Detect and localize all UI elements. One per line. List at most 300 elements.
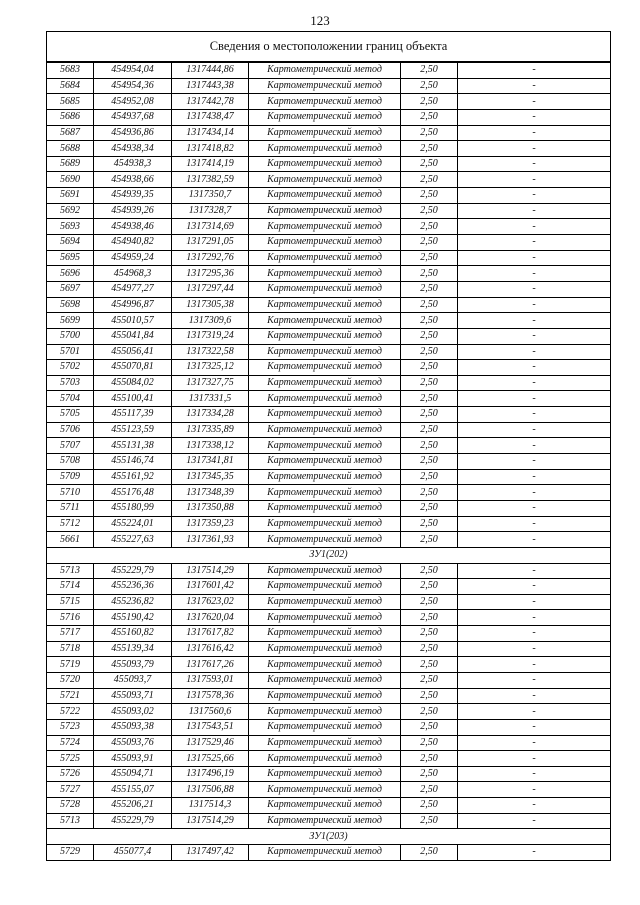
accuracy-cell: 2,50 bbox=[401, 422, 458, 438]
y-coordinate-cell: 1317543,51 bbox=[172, 719, 249, 735]
accuracy-cell: 2,50 bbox=[401, 594, 458, 610]
table-row bbox=[47, 109, 611, 125]
extra-cell: - bbox=[458, 266, 611, 282]
y-coordinate-cell: 1317593,01 bbox=[172, 672, 249, 688]
section-label: ЗУ1(203) bbox=[47, 829, 611, 845]
accuracy-cell: 2,50 bbox=[401, 751, 458, 767]
x-coordinate-cell: 455227,63 bbox=[94, 532, 172, 548]
method-cell: Картометрический метод bbox=[249, 360, 401, 376]
table-row bbox=[47, 313, 611, 329]
table-row bbox=[47, 500, 611, 516]
point-number-cell: 5661 bbox=[47, 532, 94, 548]
x-coordinate-cell: 455093,02 bbox=[94, 704, 172, 720]
point-number-cell: 5724 bbox=[47, 735, 94, 751]
accuracy-cell: 2,50 bbox=[401, 266, 458, 282]
extra-cell: - bbox=[458, 407, 611, 423]
method-cell: Картометрический метод bbox=[249, 297, 401, 313]
extra-cell: - bbox=[458, 141, 611, 157]
table-row bbox=[47, 78, 611, 94]
x-coordinate-cell: 455160,82 bbox=[94, 626, 172, 642]
point-number-cell: 5713 bbox=[47, 813, 94, 829]
y-coordinate-cell: 1317350,88 bbox=[172, 500, 249, 516]
point-number-cell: 5706 bbox=[47, 422, 94, 438]
point-number-cell: 5693 bbox=[47, 219, 94, 235]
point-number-cell: 5723 bbox=[47, 719, 94, 735]
table-row bbox=[47, 594, 611, 610]
method-cell: Картометрический метод bbox=[249, 313, 401, 329]
y-coordinate-cell: 1317514,29 bbox=[172, 563, 249, 579]
point-number-cell: 5728 bbox=[47, 798, 94, 814]
y-coordinate-cell: 1317438,47 bbox=[172, 109, 249, 125]
table-row bbox=[47, 281, 611, 297]
method-cell: Картометрический метод bbox=[249, 672, 401, 688]
point-number-cell: 5704 bbox=[47, 391, 94, 407]
accuracy-cell: 2,50 bbox=[401, 328, 458, 344]
y-coordinate-cell: 1317442,78 bbox=[172, 94, 249, 110]
x-coordinate-cell: 455155,07 bbox=[94, 782, 172, 798]
x-coordinate-cell: 455176,48 bbox=[94, 485, 172, 501]
y-coordinate-cell: 1317334,28 bbox=[172, 407, 249, 423]
point-number-cell: 5687 bbox=[47, 125, 94, 141]
y-coordinate-cell: 1317341,81 bbox=[172, 454, 249, 470]
accuracy-cell: 2,50 bbox=[401, 672, 458, 688]
x-coordinate-cell: 455077,4 bbox=[94, 845, 172, 861]
table-row bbox=[47, 485, 611, 501]
y-coordinate-cell: 1317319,24 bbox=[172, 328, 249, 344]
section-row bbox=[47, 547, 611, 563]
x-coordinate-cell: 455131,38 bbox=[94, 438, 172, 454]
point-number-cell: 5690 bbox=[47, 172, 94, 188]
extra-cell: - bbox=[458, 281, 611, 297]
accuracy-cell: 2,50 bbox=[401, 203, 458, 219]
point-number-cell: 5684 bbox=[47, 78, 94, 94]
method-cell: Картометрический метод bbox=[249, 735, 401, 751]
table-row bbox=[47, 626, 611, 642]
method-cell: Картометрический метод bbox=[249, 62, 401, 78]
method-cell: Картометрический метод bbox=[249, 516, 401, 532]
extra-cell: - bbox=[458, 766, 611, 782]
y-coordinate-cell: 1317350,7 bbox=[172, 188, 249, 204]
method-cell: Картометрический метод bbox=[249, 328, 401, 344]
point-number-cell: 5683 bbox=[47, 62, 94, 78]
table-row bbox=[47, 391, 611, 407]
point-number-cell: 5695 bbox=[47, 250, 94, 266]
boundary-points-table bbox=[46, 31, 611, 861]
accuracy-cell: 2,50 bbox=[401, 188, 458, 204]
point-number-cell: 5692 bbox=[47, 203, 94, 219]
x-coordinate-cell: 455224,01 bbox=[94, 516, 172, 532]
extra-cell: - bbox=[458, 626, 611, 642]
method-cell: Картометрический метод bbox=[249, 391, 401, 407]
x-coordinate-cell: 454938,34 bbox=[94, 141, 172, 157]
extra-cell: - bbox=[458, 62, 611, 78]
extra-cell: - bbox=[458, 735, 611, 751]
table-row bbox=[47, 250, 611, 266]
point-number-cell: 5716 bbox=[47, 610, 94, 626]
point-number-cell: 5688 bbox=[47, 141, 94, 157]
x-coordinate-cell: 455100,41 bbox=[94, 391, 172, 407]
extra-cell: - bbox=[458, 219, 611, 235]
point-number-cell: 5685 bbox=[47, 94, 94, 110]
x-coordinate-cell: 455236,36 bbox=[94, 579, 172, 595]
extra-cell: - bbox=[458, 798, 611, 814]
table-row bbox=[47, 266, 611, 282]
method-cell: Картометрический метод bbox=[249, 375, 401, 391]
y-coordinate-cell: 1317335,89 bbox=[172, 422, 249, 438]
table-row bbox=[47, 454, 611, 470]
method-cell: Картометрический метод bbox=[249, 641, 401, 657]
method-cell: Картометрический метод bbox=[249, 156, 401, 172]
x-coordinate-cell: 455139,34 bbox=[94, 641, 172, 657]
extra-cell: - bbox=[458, 454, 611, 470]
extra-cell: - bbox=[458, 657, 611, 673]
method-cell: Картометрический метод bbox=[249, 594, 401, 610]
accuracy-cell: 2,50 bbox=[401, 281, 458, 297]
point-number-cell: 5714 bbox=[47, 579, 94, 595]
x-coordinate-cell: 455117,39 bbox=[94, 407, 172, 423]
accuracy-cell: 2,50 bbox=[401, 704, 458, 720]
table-row bbox=[47, 422, 611, 438]
y-coordinate-cell: 1317623,02 bbox=[172, 594, 249, 610]
method-cell: Картометрический метод bbox=[249, 235, 401, 251]
y-coordinate-cell: 1317434,14 bbox=[172, 125, 249, 141]
table-row bbox=[47, 328, 611, 344]
y-coordinate-cell: 1317305,38 bbox=[172, 297, 249, 313]
method-cell: Картометрический метод bbox=[249, 281, 401, 297]
y-coordinate-cell: 1317418,82 bbox=[172, 141, 249, 157]
table-row bbox=[47, 469, 611, 485]
extra-cell: - bbox=[458, 719, 611, 735]
method-cell: Картометрический метод bbox=[249, 719, 401, 735]
point-number-cell: 5697 bbox=[47, 281, 94, 297]
extra-cell: - bbox=[458, 845, 611, 861]
extra-cell: - bbox=[458, 500, 611, 516]
point-number-cell: 5691 bbox=[47, 188, 94, 204]
table-row bbox=[47, 203, 611, 219]
method-cell: Картометрический метод bbox=[249, 94, 401, 110]
accuracy-cell: 2,50 bbox=[401, 250, 458, 266]
method-cell: Картометрический метод bbox=[249, 219, 401, 235]
method-cell: Картометрический метод bbox=[249, 657, 401, 673]
extra-cell: - bbox=[458, 422, 611, 438]
method-cell: Картометрический метод bbox=[249, 688, 401, 704]
x-coordinate-cell: 454939,35 bbox=[94, 188, 172, 204]
x-coordinate-cell: 455093,38 bbox=[94, 719, 172, 735]
point-number-cell: 5729 bbox=[47, 845, 94, 861]
y-coordinate-cell: 1317414,19 bbox=[172, 156, 249, 172]
method-cell: Картометрический метод bbox=[249, 203, 401, 219]
table-row bbox=[47, 704, 611, 720]
table-row bbox=[47, 297, 611, 313]
method-cell: Картометрический метод bbox=[249, 532, 401, 548]
point-number-cell: 5715 bbox=[47, 594, 94, 610]
table-row bbox=[47, 766, 611, 782]
y-coordinate-cell: 1317338,12 bbox=[172, 438, 249, 454]
accuracy-cell: 2,50 bbox=[401, 391, 458, 407]
x-coordinate-cell: 454968,3 bbox=[94, 266, 172, 282]
table-row bbox=[47, 672, 611, 688]
extra-cell: - bbox=[458, 672, 611, 688]
point-number-cell: 5686 bbox=[47, 109, 94, 125]
y-coordinate-cell: 1317331,5 bbox=[172, 391, 249, 407]
method-cell: Картометрический метод bbox=[249, 845, 401, 861]
extra-cell: - bbox=[458, 469, 611, 485]
extra-cell: - bbox=[458, 751, 611, 767]
y-coordinate-cell: 1317617,26 bbox=[172, 657, 249, 673]
extra-cell: - bbox=[458, 344, 611, 360]
table-row bbox=[47, 782, 611, 798]
x-coordinate-cell: 454996,87 bbox=[94, 297, 172, 313]
x-coordinate-cell: 455041,84 bbox=[94, 328, 172, 344]
point-number-cell: 5725 bbox=[47, 751, 94, 767]
table-row bbox=[47, 235, 611, 251]
table-row bbox=[47, 641, 611, 657]
page-number: 123 bbox=[310, 13, 330, 28]
x-coordinate-cell: 455146,74 bbox=[94, 454, 172, 470]
extra-cell: - bbox=[458, 109, 611, 125]
point-number-cell: 5721 bbox=[47, 688, 94, 704]
method-cell: Картометрический метод bbox=[249, 188, 401, 204]
extra-cell: - bbox=[458, 313, 611, 329]
accuracy-cell: 2,50 bbox=[401, 657, 458, 673]
y-coordinate-cell: 1317496,19 bbox=[172, 766, 249, 782]
y-coordinate-cell: 1317327,75 bbox=[172, 375, 249, 391]
method-cell: Картометрический метод bbox=[249, 579, 401, 595]
point-number-cell: 5698 bbox=[47, 297, 94, 313]
method-cell: Картометрический метод bbox=[249, 422, 401, 438]
accuracy-cell: 2,50 bbox=[401, 688, 458, 704]
y-coordinate-cell: 1317309,6 bbox=[172, 313, 249, 329]
table-row bbox=[47, 798, 611, 814]
method-cell: Картометрический метод bbox=[249, 704, 401, 720]
extra-cell: - bbox=[458, 688, 611, 704]
accuracy-cell: 2,50 bbox=[401, 78, 458, 94]
x-coordinate-cell: 454938,66 bbox=[94, 172, 172, 188]
point-number-cell: 5720 bbox=[47, 672, 94, 688]
extra-cell: - bbox=[458, 203, 611, 219]
extra-cell: - bbox=[458, 532, 611, 548]
accuracy-cell: 2,50 bbox=[401, 719, 458, 735]
point-number-cell: 5713 bbox=[47, 563, 94, 579]
y-coordinate-cell: 1317525,66 bbox=[172, 751, 249, 767]
point-number-cell: 5705 bbox=[47, 407, 94, 423]
point-number-cell: 5710 bbox=[47, 485, 94, 501]
extra-cell: - bbox=[458, 172, 611, 188]
table-row bbox=[47, 172, 611, 188]
x-coordinate-cell: 454952,08 bbox=[94, 94, 172, 110]
method-cell: Картометрический метод bbox=[249, 766, 401, 782]
point-number-cell: 5699 bbox=[47, 313, 94, 329]
point-number-cell: 5689 bbox=[47, 156, 94, 172]
method-cell: Картометрический метод bbox=[249, 454, 401, 470]
table-row bbox=[47, 62, 611, 78]
x-coordinate-cell: 455123,59 bbox=[94, 422, 172, 438]
accuracy-cell: 2,50 bbox=[401, 626, 458, 642]
method-cell: Картометрический метод bbox=[249, 438, 401, 454]
accuracy-cell: 2,50 bbox=[401, 94, 458, 110]
y-coordinate-cell: 1317291,05 bbox=[172, 235, 249, 251]
method-cell: Картометрический метод bbox=[249, 751, 401, 767]
x-coordinate-cell: 454977,27 bbox=[94, 281, 172, 297]
y-coordinate-cell: 1317514,3 bbox=[172, 798, 249, 814]
point-number-cell: 5712 bbox=[47, 516, 94, 532]
y-coordinate-cell: 1317617,82 bbox=[172, 626, 249, 642]
method-cell: Картометрический метод bbox=[249, 407, 401, 423]
accuracy-cell: 2,50 bbox=[401, 735, 458, 751]
point-number-cell: 5707 bbox=[47, 438, 94, 454]
table-row bbox=[47, 438, 611, 454]
x-coordinate-cell: 454940,82 bbox=[94, 235, 172, 251]
y-coordinate-cell: 1317292,76 bbox=[172, 250, 249, 266]
table-row bbox=[47, 610, 611, 626]
y-coordinate-cell: 1317361,93 bbox=[172, 532, 249, 548]
point-number-cell: 5709 bbox=[47, 469, 94, 485]
accuracy-cell: 2,50 bbox=[401, 579, 458, 595]
extra-cell: - bbox=[458, 563, 611, 579]
method-cell: Картометрический метод bbox=[249, 266, 401, 282]
y-coordinate-cell: 1317529,46 bbox=[172, 735, 249, 751]
point-number-cell: 5718 bbox=[47, 641, 94, 657]
extra-cell: - bbox=[458, 375, 611, 391]
y-coordinate-cell: 1317601,42 bbox=[172, 579, 249, 595]
table-row bbox=[47, 735, 611, 751]
x-coordinate-cell: 455229,79 bbox=[94, 563, 172, 579]
y-coordinate-cell: 1317314,69 bbox=[172, 219, 249, 235]
accuracy-cell: 2,50 bbox=[401, 516, 458, 532]
table-row bbox=[47, 156, 611, 172]
method-cell: Картометрический метод bbox=[249, 250, 401, 266]
x-coordinate-cell: 455236,82 bbox=[94, 594, 172, 610]
accuracy-cell: 2,50 bbox=[401, 782, 458, 798]
table-row bbox=[47, 688, 611, 704]
method-cell: Картометрический метод bbox=[249, 141, 401, 157]
method-cell: Картометрический метод bbox=[249, 125, 401, 141]
accuracy-cell: 2,50 bbox=[401, 469, 458, 485]
accuracy-cell: 2,50 bbox=[401, 407, 458, 423]
table-row bbox=[47, 751, 611, 767]
point-number-cell: 5711 bbox=[47, 500, 94, 516]
x-coordinate-cell: 455093,7 bbox=[94, 672, 172, 688]
extra-cell: - bbox=[458, 235, 611, 251]
accuracy-cell: 2,50 bbox=[401, 235, 458, 251]
point-number-cell: 5700 bbox=[47, 328, 94, 344]
x-coordinate-cell: 454938,3 bbox=[94, 156, 172, 172]
method-cell: Картометрический метод bbox=[249, 344, 401, 360]
x-coordinate-cell: 455093,91 bbox=[94, 751, 172, 767]
y-coordinate-cell: 1317497,42 bbox=[172, 845, 249, 861]
y-coordinate-cell: 1317328,7 bbox=[172, 203, 249, 219]
x-coordinate-cell: 454954,36 bbox=[94, 78, 172, 94]
x-coordinate-cell: 455161,92 bbox=[94, 469, 172, 485]
section-label: ЗУ1(202) bbox=[47, 547, 611, 563]
y-coordinate-cell: 1317443,38 bbox=[172, 78, 249, 94]
point-number-cell: 5701 bbox=[47, 344, 94, 360]
table-row bbox=[47, 219, 611, 235]
y-coordinate-cell: 1317359,23 bbox=[172, 516, 249, 532]
method-cell: Картометрический метод bbox=[249, 813, 401, 829]
table-row bbox=[47, 563, 611, 579]
point-number-cell: 5719 bbox=[47, 657, 94, 673]
x-coordinate-cell: 455010,57 bbox=[94, 313, 172, 329]
section-row bbox=[47, 829, 611, 845]
accuracy-cell: 2,50 bbox=[401, 62, 458, 78]
y-coordinate-cell: 1317578,36 bbox=[172, 688, 249, 704]
y-coordinate-cell: 1317514,29 bbox=[172, 813, 249, 829]
point-number-cell: 5726 bbox=[47, 766, 94, 782]
y-coordinate-cell: 1317506,88 bbox=[172, 782, 249, 798]
method-cell: Картометрический метод bbox=[249, 78, 401, 94]
table-row bbox=[47, 344, 611, 360]
x-coordinate-cell: 455094,71 bbox=[94, 766, 172, 782]
method-cell: Картометрический метод bbox=[249, 563, 401, 579]
extra-cell: - bbox=[458, 579, 611, 595]
table-row bbox=[47, 813, 611, 829]
y-coordinate-cell: 1317348,39 bbox=[172, 485, 249, 501]
y-coordinate-cell: 1317322,58 bbox=[172, 344, 249, 360]
table-row bbox=[47, 188, 611, 204]
extra-cell: - bbox=[458, 704, 611, 720]
accuracy-cell: 2,50 bbox=[401, 172, 458, 188]
x-coordinate-cell: 454936,86 bbox=[94, 125, 172, 141]
accuracy-cell: 2,50 bbox=[401, 344, 458, 360]
y-coordinate-cell: 1317325,12 bbox=[172, 360, 249, 376]
extra-cell: - bbox=[458, 594, 611, 610]
accuracy-cell: 2,50 bbox=[401, 313, 458, 329]
x-coordinate-cell: 455093,71 bbox=[94, 688, 172, 704]
x-coordinate-cell: 455190,42 bbox=[94, 610, 172, 626]
y-coordinate-cell: 1317345,35 bbox=[172, 469, 249, 485]
x-coordinate-cell: 455093,79 bbox=[94, 657, 172, 673]
table-header: Сведения о местоположении границ объекта bbox=[47, 32, 611, 63]
table-row bbox=[47, 516, 611, 532]
accuracy-cell: 2,50 bbox=[401, 125, 458, 141]
table-row bbox=[47, 375, 611, 391]
extra-cell: - bbox=[458, 813, 611, 829]
extra-cell: - bbox=[458, 485, 611, 501]
accuracy-cell: 2,50 bbox=[401, 219, 458, 235]
accuracy-cell: 2,50 bbox=[401, 109, 458, 125]
extra-cell: - bbox=[458, 94, 611, 110]
point-number-cell: 5694 bbox=[47, 235, 94, 251]
y-coordinate-cell: 1317560,6 bbox=[172, 704, 249, 720]
point-number-cell: 5717 bbox=[47, 626, 94, 642]
table-row bbox=[47, 845, 611, 861]
table-row bbox=[47, 719, 611, 735]
y-coordinate-cell: 1317295,36 bbox=[172, 266, 249, 282]
table-row bbox=[47, 532, 611, 548]
x-coordinate-cell: 455056,41 bbox=[94, 344, 172, 360]
x-coordinate-cell: 454939,26 bbox=[94, 203, 172, 219]
extra-cell: - bbox=[458, 297, 611, 313]
extra-cell: - bbox=[458, 360, 611, 376]
method-cell: Картометрический метод bbox=[249, 798, 401, 814]
accuracy-cell: 2,50 bbox=[401, 375, 458, 391]
x-coordinate-cell: 454937,68 bbox=[94, 109, 172, 125]
point-number-cell: 5708 bbox=[47, 454, 94, 470]
y-coordinate-cell: 1317382,59 bbox=[172, 172, 249, 188]
accuracy-cell: 2,50 bbox=[401, 297, 458, 313]
accuracy-cell: 2,50 bbox=[401, 813, 458, 829]
extra-cell: - bbox=[458, 516, 611, 532]
table-row bbox=[47, 125, 611, 141]
method-cell: Картометрический метод bbox=[249, 626, 401, 642]
method-cell: Картометрический метод bbox=[249, 610, 401, 626]
accuracy-cell: 2,50 bbox=[401, 532, 458, 548]
point-number-cell: 5696 bbox=[47, 266, 94, 282]
point-number-cell: 5703 bbox=[47, 375, 94, 391]
table-row bbox=[47, 579, 611, 595]
table-row bbox=[47, 407, 611, 423]
